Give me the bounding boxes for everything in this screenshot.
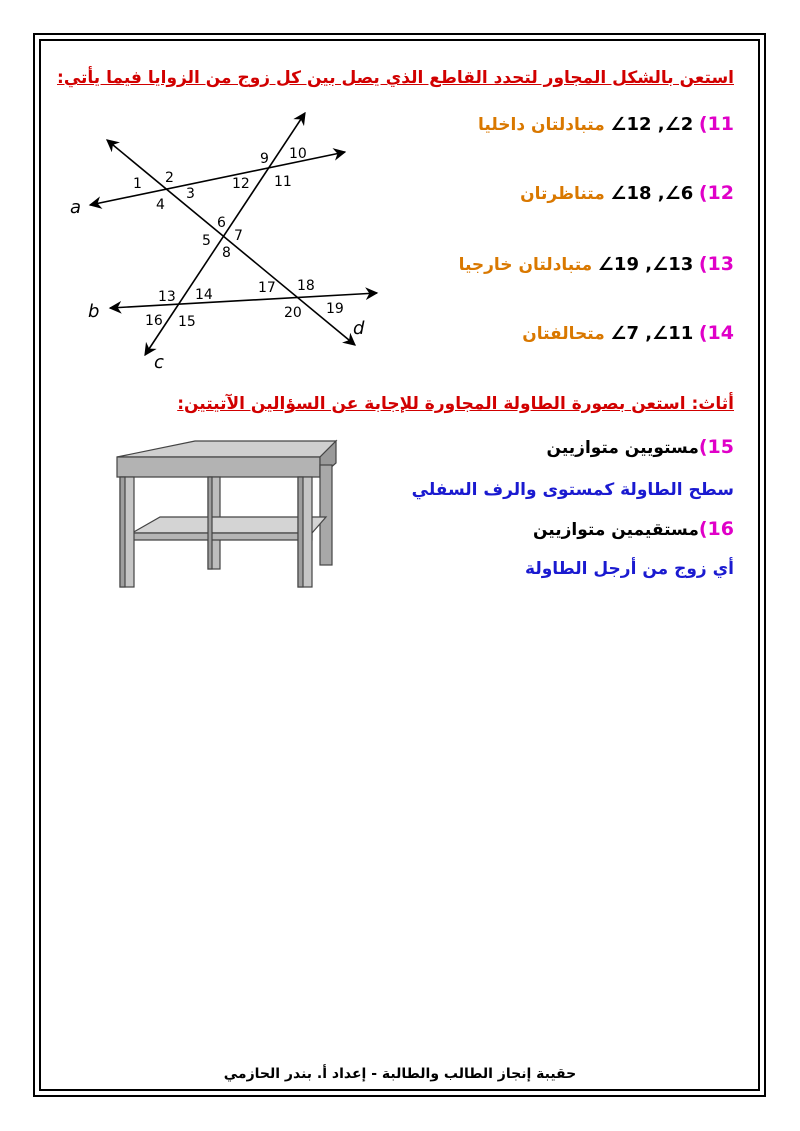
item-13-number: 13) bbox=[698, 253, 734, 275]
item-11-angles: ∠12 ,∠2 bbox=[610, 114, 694, 135]
label-a: a bbox=[70, 197, 82, 218]
item-14-angles: ∠7 ,∠11 bbox=[610, 323, 694, 344]
angle-5: 5 bbox=[202, 233, 211, 249]
angle-7: 7 bbox=[234, 228, 243, 244]
item-13-answer: متبادلتان خارجيا bbox=[458, 255, 593, 275]
item-14-answer: متحالفتان bbox=[522, 324, 605, 344]
question-15-number: 15) bbox=[698, 436, 734, 458]
angle-18: 18 bbox=[297, 278, 315, 294]
label-d: d bbox=[353, 318, 365, 339]
tabletop-top-face bbox=[117, 441, 336, 457]
question-15-text: مستويين متوازيين bbox=[546, 438, 699, 458]
angle-12: 12 bbox=[232, 176, 250, 192]
angle-6: 6 bbox=[217, 215, 226, 231]
item-11-answer: متبادلتان داخليا bbox=[478, 115, 605, 135]
angle-4: 4 bbox=[156, 197, 165, 213]
item-11-number: 11) bbox=[698, 113, 734, 135]
table-leg-back-right bbox=[320, 465, 332, 565]
angle-14: 14 bbox=[195, 287, 213, 303]
item-12-number: 12) bbox=[698, 182, 734, 204]
item-13-angles: ∠19 ,∠13 bbox=[597, 254, 694, 275]
item-12-answer: متناظرتان bbox=[520, 184, 605, 204]
item-12-angles: ∠18 ,∠6 bbox=[610, 183, 694, 204]
question-15 bbox=[547, 436, 734, 458]
angle-13: 13 bbox=[158, 289, 176, 305]
item-13 bbox=[459, 253, 734, 275]
angle-10: 10 bbox=[289, 146, 307, 162]
question-16-text: مستقيمين متوازيين bbox=[533, 520, 699, 540]
page-footer: حقيبة إنجاز الطالب والطالبة - إعداد أ. بندر الحازمي bbox=[223, 1066, 577, 1082]
item-14 bbox=[522, 322, 734, 344]
line-c bbox=[145, 113, 305, 355]
angle-9: 9 bbox=[260, 151, 269, 167]
tabletop-front-face bbox=[117, 457, 320, 477]
angle-8: 8 bbox=[222, 245, 231, 261]
question-16-answer: أي زوج من أرجل الطاولة bbox=[525, 559, 734, 579]
item-14-number: 14) bbox=[698, 322, 734, 344]
angle-11: 11 bbox=[274, 174, 292, 190]
angle-1: 1 bbox=[133, 176, 142, 192]
angle-19: 19 bbox=[326, 301, 344, 317]
question-15-answer: سطح الطاولة كمستوى والرف السفلي bbox=[411, 480, 734, 500]
lower-shelf-top bbox=[132, 517, 326, 533]
transversal-figure bbox=[65, 105, 395, 375]
table-illustration bbox=[100, 435, 345, 595]
section1-heading: استعن بالشكل المجاور لتحدد القاطع الذي يصل بين كل زوج من الزوايا فيما يأتي: bbox=[57, 68, 734, 88]
item-11 bbox=[478, 113, 734, 135]
lower-shelf-front bbox=[132, 533, 312, 540]
angle-20: 20 bbox=[284, 305, 302, 321]
label-b: b bbox=[88, 301, 100, 322]
item-12 bbox=[520, 182, 734, 204]
angle-2: 2 bbox=[165, 170, 174, 186]
question-16-number: 16) bbox=[698, 518, 734, 540]
angle-15: 15 bbox=[178, 314, 196, 330]
angle-16: 16 bbox=[145, 313, 163, 329]
angle-3: 3 bbox=[186, 186, 195, 202]
angle-17: 17 bbox=[258, 280, 276, 296]
question-16 bbox=[533, 518, 734, 540]
section2-heading: أثاث: استعن بصورة الطاولة المجاورة للإجابة عن السؤالين الآتيتين: bbox=[177, 394, 734, 414]
label-c: c bbox=[154, 352, 164, 373]
